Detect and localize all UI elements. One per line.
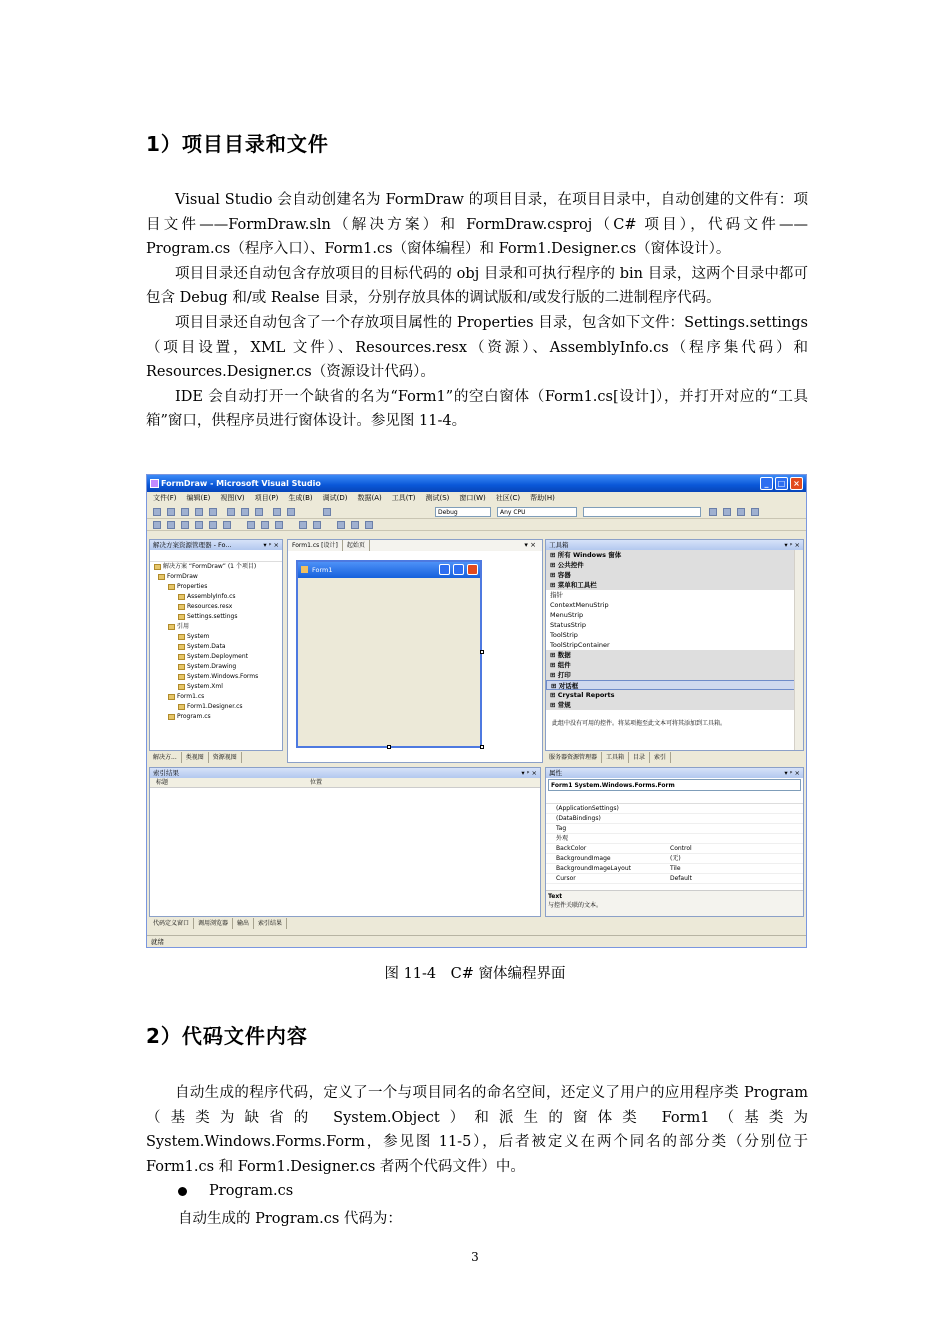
- menu-item[interactable]: 调试(D): [322, 494, 348, 502]
- toolbox-category[interactable]: ⊞ 菜单和工具栏: [546, 580, 803, 590]
- save-all-icon[interactable]: [209, 508, 217, 516]
- menu-item[interactable]: 视图(V): [220, 494, 245, 502]
- toolbox-icon[interactable]: [737, 508, 745, 516]
- property-value[interactable]: Default: [670, 875, 692, 882]
- vs-ide-screenshot: [146, 474, 807, 948]
- property-row[interactable]: [546, 824, 803, 834]
- toolbox-category[interactable]: ⊞ 打印: [546, 670, 803, 680]
- paragraph: Visual Studio 会自动创建名为 FormDraw 的项目目录，在项目目录中，自动创建的文件有：项目文件——FormDraw.sln（解决方案）和 FormDraw.csproj（C# 项目），代码文件——Program.cs（程序入口）、Form1.cs（窗体编程）和 Form1.Designer.cs（窗体设计）。: [146, 192, 808, 258]
- tree-item[interactable]: [150, 612, 282, 622]
- minimize-button[interactable]: _: [760, 477, 773, 490]
- align-right-icon[interactable]: [181, 521, 189, 529]
- tree-item-label: System.Xml: [187, 683, 223, 690]
- property-row[interactable]: [546, 814, 803, 824]
- toolbox-list: [546, 550, 803, 710]
- menu-item[interactable]: 社区(C): [495, 494, 521, 502]
- align-left-icon[interactable]: [153, 521, 161, 529]
- column-title[interactable]: 标题: [156, 779, 169, 786]
- menu-item[interactable]: 工具(T): [391, 494, 416, 502]
- file-icon: [158, 574, 165, 580]
- designer-tabs: [288, 540, 543, 551]
- file-icon: [178, 594, 185, 600]
- tree-item-label: System.Deployment: [187, 653, 248, 660]
- menu-item[interactable]: 项目(P): [254, 494, 279, 502]
- property-name: BackgroundImage: [556, 855, 611, 862]
- property-name: 外观: [556, 835, 569, 842]
- bring-front-icon[interactable]: [351, 521, 359, 529]
- pane-close-icon[interactable]: ▾ ᵖ ×: [263, 541, 279, 549]
- property-row[interactable]: [546, 874, 803, 884]
- solution-explorer-toolbar: [150, 550, 282, 562]
- properties-header: 属性 ▾ ᵖ ×: [546, 768, 803, 778]
- property-description: Text 与控件关联的文本。: [546, 890, 803, 916]
- page-number: 3: [471, 1250, 479, 1264]
- property-row[interactable]: [546, 804, 803, 814]
- tree-item[interactable]: [150, 642, 282, 652]
- file-icon: [168, 624, 175, 630]
- tab[interactable]: 资源视图: [209, 752, 242, 763]
- tree-item-label: Form1.Designer.cs: [187, 703, 243, 710]
- pane-close-icon[interactable]: ▾ ᵖ ×: [521, 769, 537, 777]
- column-location[interactable]: 位置: [310, 779, 323, 786]
- file-icon: [178, 674, 185, 680]
- toolbox-category[interactable]: ⊞ 对话框: [546, 680, 803, 690]
- tree-item[interactable]: [150, 622, 282, 632]
- code-intro: 自动生成的 Program.cs 代码为：: [178, 1211, 402, 1227]
- tree-item-label: System.Drawing: [187, 663, 237, 670]
- index-results-header: 索引结果 ▾ ᵖ ×: [150, 768, 540, 778]
- section-heading-1: 1）项目目录和文件: [146, 132, 329, 156]
- same-height-icon[interactable]: [275, 521, 283, 529]
- toolbox-tabs: [545, 752, 804, 763]
- find-dropdown[interactable]: [583, 507, 701, 517]
- tree-item-label: Resources.resx: [187, 603, 233, 610]
- file-icon: [178, 634, 185, 640]
- resize-handle[interactable]: [480, 745, 484, 749]
- tree-item-label: System.Windows.Forms: [187, 673, 259, 680]
- toolbox-category[interactable]: ⊞ 常规: [546, 700, 803, 710]
- vs-app-icon: [150, 479, 159, 488]
- start-debug-icon[interactable]: [323, 508, 331, 516]
- tree-item[interactable]: [150, 562, 282, 572]
- toolbox-category[interactable]: ⊞ 数据: [546, 650, 803, 660]
- property-value[interactable]: Control: [670, 845, 692, 852]
- toolbox-item[interactable]: ToolStrip: [550, 631, 578, 639]
- toolbox-category[interactable]: ⊞ 容器: [546, 570, 803, 580]
- add-item-icon[interactable]: [167, 508, 175, 516]
- toolbox-item[interactable]: 指针: [550, 591, 563, 599]
- tab[interactable]: 类视图: [182, 752, 209, 763]
- tree-item[interactable]: [150, 692, 282, 702]
- property-name: BackgroundImageLayout: [556, 865, 631, 872]
- file-icon: [178, 654, 185, 660]
- tree-item-label: Properties: [177, 583, 208, 590]
- menu-item[interactable]: 测试(S): [425, 494, 450, 502]
- file-icon: [168, 694, 175, 700]
- same-width-icon[interactable]: [261, 521, 269, 529]
- property-row[interactable]: [546, 864, 803, 874]
- resize-handle[interactable]: [480, 650, 484, 654]
- window-title-bar: [147, 475, 806, 492]
- resize-handle[interactable]: [387, 745, 391, 749]
- property-row[interactable]: [546, 854, 803, 864]
- menu-item[interactable]: 窗口(W): [459, 494, 486, 502]
- tree-item-label: Program.cs: [177, 713, 211, 720]
- toolbox-hint: 此组中没有可用的控件。将某项拖至此文本可将其添加到工具箱。: [552, 720, 727, 727]
- solution-explorer-tabs: [149, 752, 283, 763]
- tree-item-label: Form1.cs: [177, 693, 205, 700]
- file-icon: [178, 604, 185, 610]
- solution-tree: [150, 562, 282, 722]
- pane-close-icon[interactable]: ▾ ᵖ ×: [784, 769, 800, 777]
- tree-item[interactable]: [150, 572, 282, 582]
- align-bottom-icon[interactable]: [223, 521, 231, 529]
- menu-item[interactable]: 文件(F): [153, 494, 177, 502]
- form-icon: [301, 566, 308, 573]
- solution-explorer-pane: [149, 539, 283, 751]
- property-grid: [546, 804, 803, 884]
- align-center-icon[interactable]: [167, 521, 175, 529]
- index-results-pane: [149, 767, 541, 917]
- menu-item[interactable]: 生成(B): [288, 494, 313, 502]
- properties-toolbar: [546, 792, 803, 804]
- tree-item-label: 引用: [177, 623, 190, 630]
- toolbox-category[interactable]: ⊞ Crystal Reports: [546, 690, 803, 700]
- menu-item[interactable]: 编辑(E): [186, 494, 211, 502]
- section-1-body: [146, 188, 808, 434]
- form-minimize-icon: [439, 564, 450, 575]
- property-name: Cursor: [556, 875, 576, 882]
- standard-toolbar: [147, 505, 806, 519]
- property-row[interactable]: [546, 834, 803, 844]
- figure-caption: 图 11-4 C# 窗体编程界面: [384, 966, 566, 982]
- property-name: (ApplicationSettings): [556, 805, 619, 812]
- toolbox-category[interactable]: ⊞ 组件: [546, 660, 803, 670]
- layout-toolbar: [147, 519, 806, 531]
- toolbox-item[interactable]: ToolStripContainer: [550, 641, 610, 649]
- paragraph: 项目目录还自动包含存放项目的目标代码的 obj 目录和可执行程序的 bin 目录，这两个目录中都可包含 Debug 和/或 Realse 目录，分别存放具体的调试版和/或发行版的二进制程序代码。: [146, 265, 808, 307]
- tab[interactable]: 调用浏览器: [194, 918, 233, 929]
- tree-item[interactable]: [150, 702, 282, 712]
- file-icon: [154, 564, 161, 570]
- paragraph: 自动生成的程序代码，定义了一个与项目同名的命名空间，还定义了用户的应用程序类 Program（基类为缺省的 System.Object）和派生的窗体类 Form1（基类为 System.Windows.Forms.Form，参见图 11-5），后者被定义在两个同名的部分类（分别位于 Form1.cs 和 Form1.Designer.cs 者两个代码文件）中。: [146, 1085, 808, 1175]
- toolbox-category[interactable]: ⊞ 所有 Windows 窗体: [546, 550, 803, 560]
- form1-window[interactable]: [296, 560, 482, 748]
- redo-icon[interactable]: [287, 508, 295, 516]
- platform-dropdown[interactable]: Any CPU: [497, 507, 577, 517]
- tree-item[interactable]: [150, 632, 282, 642]
- tab[interactable]: 起始页: [343, 540, 370, 551]
- property-name: BackColor: [556, 845, 587, 852]
- center-form-icon[interactable]: [337, 521, 345, 529]
- tree-item[interactable]: [150, 582, 282, 592]
- form1-title-bar: Form1: [298, 562, 480, 578]
- index-results-columns: [150, 778, 540, 788]
- properties-pane: [545, 767, 804, 917]
- properties-icon[interactable]: [723, 508, 731, 516]
- toolbox-item[interactable]: MenuStrip: [550, 611, 584, 619]
- section-heading-2: 2）代码文件内容: [146, 1024, 308, 1048]
- open-icon[interactable]: [181, 508, 189, 516]
- solution-explorer-header: 解决方案资源管理器 - Fo... ▾ ᵖ ×: [150, 540, 282, 550]
- copy-icon[interactable]: [241, 508, 249, 516]
- same-size-icon[interactable]: [247, 521, 255, 529]
- menu-item[interactable]: 帮助(H): [530, 494, 555, 502]
- form-close-icon: [467, 564, 478, 575]
- tree-item[interactable]: [150, 652, 282, 662]
- align-top-icon[interactable]: [195, 521, 203, 529]
- designer-close-icon[interactable]: ▾ ×: [524, 541, 536, 549]
- pane-close-icon[interactable]: ▾ ᵖ ×: [784, 541, 800, 549]
- toolbox-category[interactable]: ⊞ 公共控件: [546, 560, 803, 570]
- status-bar: 就绪: [147, 935, 806, 947]
- form-maximize-icon: [453, 564, 464, 575]
- file-icon: [178, 684, 185, 690]
- tab[interactable]: 索引: [650, 752, 671, 763]
- v-spacing-icon[interactable]: [313, 521, 321, 529]
- bullet-dot: [178, 1187, 187, 1196]
- new-project-icon[interactable]: [153, 508, 161, 516]
- file-icon: [178, 704, 185, 710]
- file-icon: [168, 584, 175, 590]
- object-selector[interactable]: Form1 System.Windows.Forms.Form: [548, 779, 801, 791]
- property-name: Tag: [556, 825, 567, 832]
- tab[interactable]: 服务器资源管理器: [545, 752, 602, 763]
- align-middle-icon[interactable]: [209, 521, 217, 529]
- h-spacing-icon[interactable]: [299, 521, 307, 529]
- send-back-icon[interactable]: [365, 521, 373, 529]
- output-tabs: [149, 918, 541, 929]
- bullet-item: Program.cs: [178, 1183, 293, 1199]
- menu-item[interactable]: 数据(A): [357, 494, 382, 502]
- paragraph: IDE 会自动打开一个缺省的名为“Form1”的空白窗体（Form1.cs[设计]），并打开对应的“工具箱”窗口，供程序员进行窗体设计。参见图 11-4。: [146, 388, 808, 430]
- tree-item[interactable]: [150, 672, 282, 682]
- tree-item[interactable]: [150, 682, 282, 692]
- tree-item[interactable]: [150, 592, 282, 602]
- tab[interactable]: 解决方...: [149, 752, 182, 763]
- property-name: (DataBindings): [556, 815, 601, 822]
- tree-item[interactable]: [150, 662, 282, 672]
- toolbox-scrollbar[interactable]: [794, 550, 803, 750]
- tree-item[interactable]: [150, 602, 282, 612]
- menu-bar: [147, 492, 806, 505]
- tab[interactable]: 索引结果: [254, 918, 287, 929]
- paste-icon[interactable]: [255, 508, 263, 516]
- undo-icon[interactable]: [273, 508, 281, 516]
- toolbox-item[interactable]: ContextMenuStrip: [550, 601, 609, 609]
- solution-explorer-icon[interactable]: [709, 508, 717, 516]
- file-icon: [168, 714, 175, 720]
- maximize-button[interactable]: □: [775, 477, 788, 490]
- property-value[interactable]: (无): [670, 855, 681, 862]
- config-dropdown[interactable]: Debug: [435, 507, 491, 517]
- close-button[interactable]: ×: [790, 477, 803, 490]
- paragraph: 项目目录还自动包含了一个存放项目属性的 Properties 目录，包含如下文件：Settings.settings（项目设置，XML 文件）、Resources.resx（资源）、AssemblyInfo.cs（程序集代码）和 Resources.Designer.cs（资源设计代码）。: [146, 314, 808, 381]
- tree-item-label: System: [187, 633, 210, 640]
- file-icon: [178, 664, 185, 670]
- tree-item-label: Settings.settings: [187, 613, 238, 620]
- tree-item-label: System.Data: [187, 643, 226, 650]
- property-value[interactable]: Tile: [670, 865, 681, 872]
- tab[interactable]: 目录: [629, 752, 650, 763]
- window-title: FormDraw - Microsoft Visual Studio: [161, 479, 321, 488]
- property-row[interactable]: [546, 844, 803, 854]
- file-icon: [178, 644, 185, 650]
- tree-item[interactable]: [150, 712, 282, 722]
- tree-item-label: FormDraw: [167, 573, 198, 580]
- toolbox-item[interactable]: StatusStrip: [550, 621, 586, 629]
- toolbox-header: 工具箱 ▾ ᵖ ×: [546, 540, 803, 550]
- toolbox-pane: [545, 539, 804, 751]
- tab[interactable]: 输出: [233, 918, 254, 929]
- file-icon: [178, 614, 185, 620]
- tab[interactable]: Form1.cs [设计]: [288, 540, 343, 551]
- cut-icon[interactable]: [227, 508, 235, 516]
- tree-item-label: 解决方案 “FormDraw” (1 个项目): [163, 563, 257, 570]
- object-browser-icon[interactable]: [751, 508, 759, 516]
- tab[interactable]: 代码定义窗口: [149, 918, 194, 929]
- section-2-body: [146, 1081, 808, 1179]
- tab[interactable]: 工具箱: [602, 752, 629, 763]
- save-icon[interactable]: [195, 508, 203, 516]
- tree-item-label: AssemblyInfo.cs: [187, 593, 236, 600]
